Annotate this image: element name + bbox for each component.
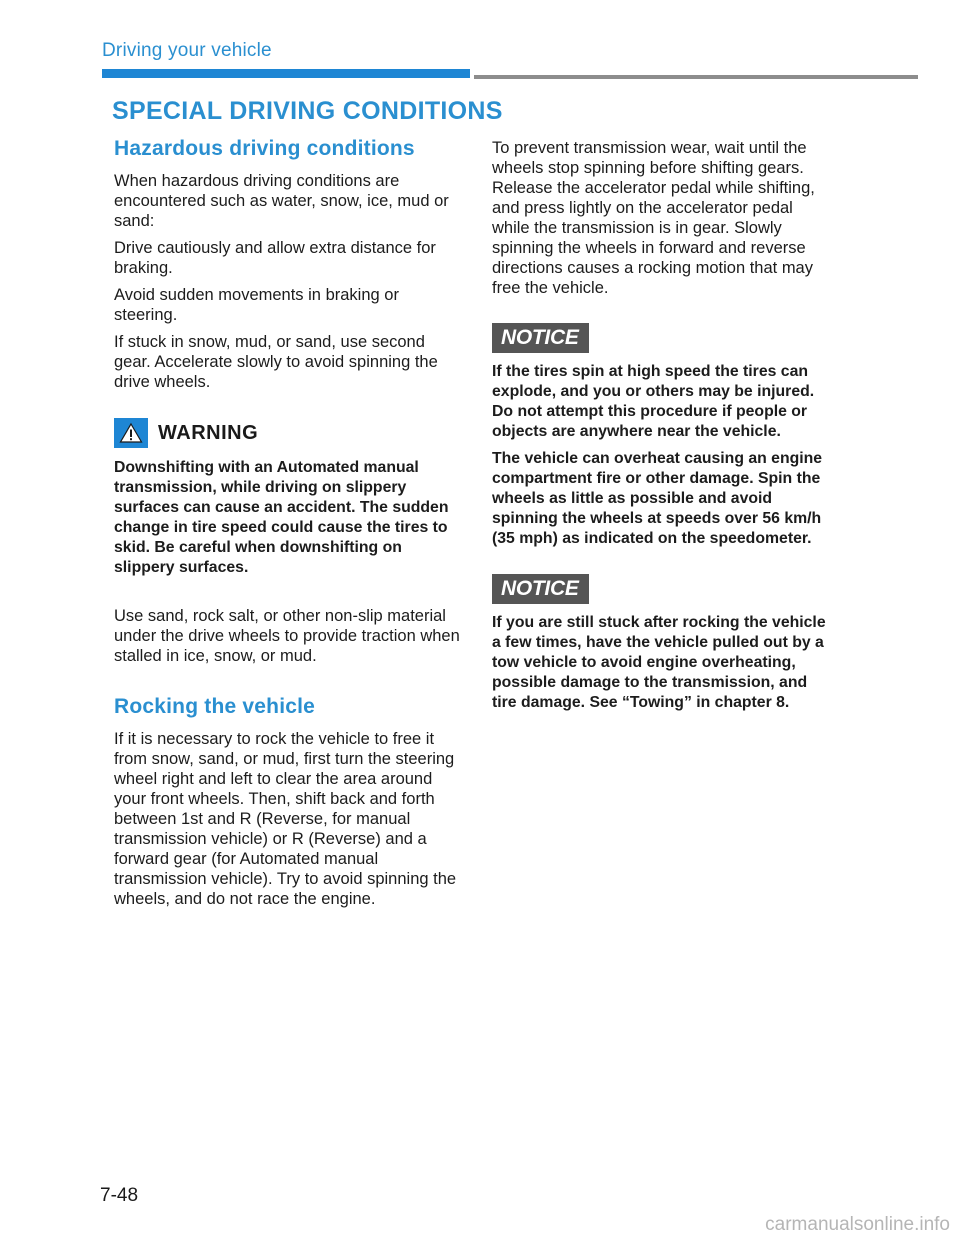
paragraph: Drive cautiously and allow extra distance for braking. [114, 239, 436, 277]
notice-block-1 [492, 323, 834, 353]
paragraph: Use sand, rock salt, or other non-slip material under the drive wheels to provide traction when stalled in ice, snow, or mud. [114, 607, 460, 665]
paragraph: If stuck in snow, mud, or sand, use second gear. Accelerate slowly to avoid spinning the drive wheels. [114, 333, 438, 391]
warning-triangle-icon [114, 418, 148, 448]
paragraph: If it is necessary to rock the vehicle to free it from snow, sand, or mud, first turn the steering wheel right and left to clear the area around your front wheels. Then, shift back and forth between 1st and R (Reverse, for manual transmission vehicle) or R (Reverse) and a forward gear (for Automated manual transmission vehicle). Try to avoid spinning the wheels, and do not race the engine. [114, 730, 457, 908]
notice-text: If the tires spin at high speed the tires can explode, and you or others may be injured. Do not attempt this procedure if people or objects are anywhere near the vehicle. [492, 363, 815, 440]
heading-rocking-vehicle: Rocking the vehicle [114, 695, 316, 718]
left-column [114, 136, 466, 909]
right-column [492, 138, 834, 713]
paragraph: To prevent transmission wear, wait until the wheels stop spinning before shifting gears. Release the accelerator pedal while shifting, and press lightly on the accelerator pedal while the transmission is in gear. Slowly spinning the wheels in forward and reverse directions causes a rocking motion that may free the vehicle. [492, 139, 815, 297]
notice-text: The vehicle can overheat causing an engine compartment fire or other damage. Spin the wheels as little as possible and avoid spinning the wheels at speeds over 56 km/h (35 mph) as indicated on the speedometer. [492, 450, 823, 547]
watermark: carmanualsonline.info [765, 1214, 950, 1235]
warning-text: Downshifting with an Automated manual transmission, while driving on slippery surfaces can cause an accident. The sudden change in tire speed could cause the tires to skid. Be careful when downshifting on slippery surfaces. [114, 459, 449, 576]
paragraph: When hazardous driving conditions are encountered such as water, snow, ice, mud or sand: [114, 172, 449, 230]
paragraph: Avoid sudden movements in braking or steering. [114, 286, 399, 324]
header-rule-blue [102, 69, 470, 78]
warning-header [114, 418, 466, 448]
notice-text: If you are still stuck after rocking the vehicle a few times, have the vehicle pulled out by a tow vehicle to avoid engine overheating, possible damage to the transmission, and tire damage. See “Towing” in chapter 8. [492, 614, 826, 711]
header-rule-gray [474, 75, 918, 79]
running-header: Driving your vehicle [102, 40, 272, 61]
heading-hazardous-driving: Hazardous driving conditions [114, 137, 415, 160]
notice-badge: NOTICE [492, 323, 589, 353]
warning-title: WARNING [158, 421, 259, 444]
page-number: 7-48 [100, 1185, 139, 1206]
section-title: SPECIAL DRIVING CONDITIONS [112, 97, 503, 125]
notice-badge: NOTICE [492, 574, 589, 604]
notice-block-2 [492, 574, 834, 604]
